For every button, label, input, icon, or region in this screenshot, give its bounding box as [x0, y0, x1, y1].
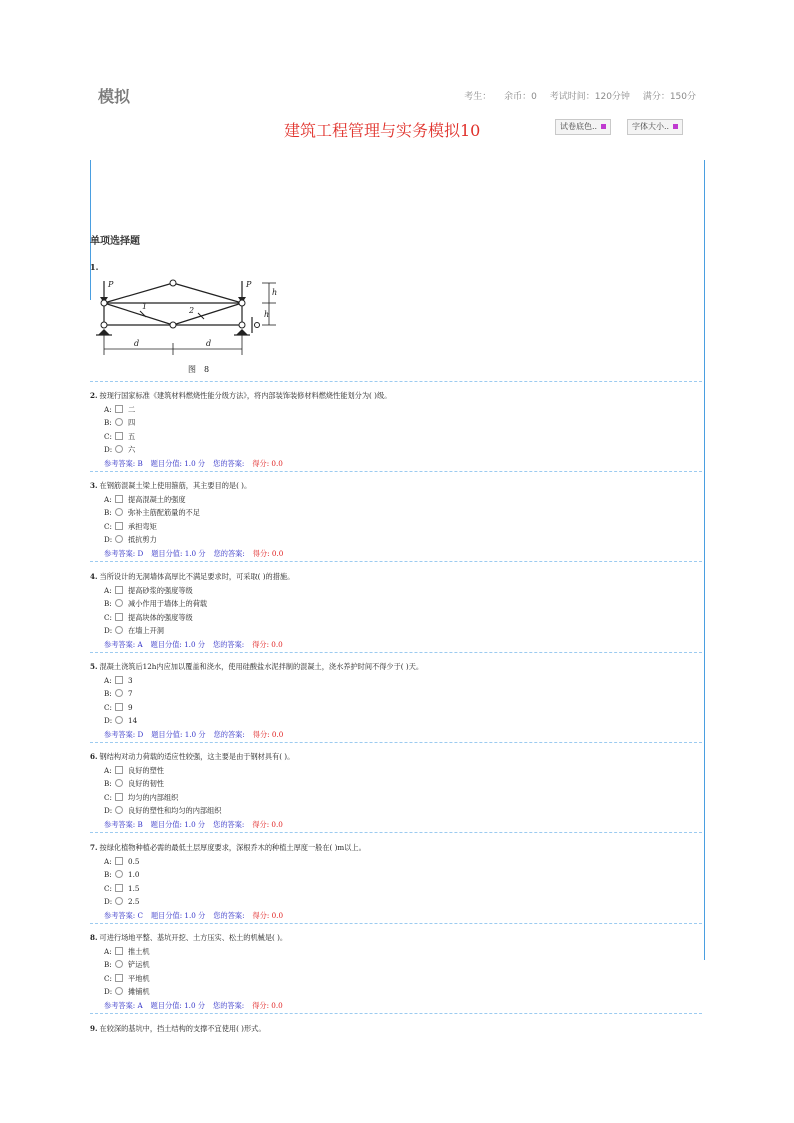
fig-label: h [272, 288, 278, 297]
answer-option[interactable] [104, 403, 702, 417]
option-letter: D: [104, 626, 113, 636]
option-letter: C: [104, 883, 112, 893]
answer-info [104, 999, 702, 1013]
font-size-select[interactable]: 字体大小.. [627, 119, 683, 135]
question-item [90, 660, 702, 742]
option-text: 3 [128, 675, 133, 685]
question-number: 8. [90, 933, 98, 942]
option-checkbox[interactable] [115, 960, 123, 968]
answer-info [104, 457, 702, 471]
question-item [90, 389, 702, 471]
right-diagonal [173, 303, 242, 325]
question-text: 混凝土浇筑后12h内应加以覆盖和浇水，使用硅酸盐水泥拌制的混凝土，浇水养护时间不得少于( )天。 [99, 662, 424, 671]
option-checkbox[interactable] [115, 495, 123, 503]
option-checkbox[interactable] [115, 884, 123, 892]
question-stem [90, 389, 702, 403]
answer-option[interactable] [104, 701, 702, 715]
option-checkbox[interactable] [115, 508, 123, 516]
option-letter: B: [104, 418, 112, 428]
score-value: 得分: 0.0 [252, 639, 283, 649]
question-points: 题目分值: 1.0 分 [150, 819, 206, 829]
answer-info [104, 728, 702, 742]
score-value: 得分: 0.0 [252, 548, 284, 558]
question-stem [90, 750, 702, 764]
fig-label: P [246, 280, 252, 289]
answer-option[interactable] [104, 985, 702, 999]
option-text: 良好的韧性 [128, 779, 164, 789]
option-text: 提高混凝土的强度 [128, 494, 186, 504]
question-text: 钢结构对动力荷载的适应性较强，这主要是由于钢材具有( )。 [99, 752, 295, 761]
question-points: 题目分值: 1.0 分 [150, 910, 206, 920]
option-checkbox[interactable] [115, 522, 123, 530]
option-text: 2.5 [128, 897, 140, 907]
option-checkbox[interactable] [115, 987, 123, 995]
reference-answer: 参考答案: A [104, 639, 143, 649]
reference-answer: 参考答案: D [104, 548, 144, 558]
option-letter: A: [104, 765, 112, 775]
question-divider [90, 652, 702, 653]
answer-option[interactable] [104, 687, 702, 701]
your-answer: 您的答案: [213, 1000, 245, 1010]
option-checkbox[interactable] [115, 779, 123, 787]
answer-option[interactable] [104, 895, 702, 909]
question-divider [90, 923, 702, 924]
answer-option[interactable] [104, 714, 702, 728]
question-text: 当所设计的无洞墙体高厚比不满足要求时，可采取( )的措施。 [99, 572, 295, 581]
question-number: 4. [90, 572, 98, 581]
option-checkbox[interactable] [115, 445, 123, 453]
question-item [90, 570, 702, 652]
option-checkbox[interactable] [115, 806, 123, 814]
answer-option[interactable] [104, 777, 702, 791]
exam-meta [454, 89, 696, 102]
question-stem [90, 479, 702, 493]
option-text: 9 [128, 702, 133, 712]
question-item [90, 750, 702, 832]
option-text: 承担弯矩 [128, 521, 157, 531]
option-letter: D: [104, 897, 113, 907]
option-checkbox[interactable] [115, 870, 123, 878]
answer-info [104, 818, 702, 832]
dropdown-icon [673, 124, 678, 129]
option-checkbox[interactable] [115, 947, 123, 955]
fig-label: h [264, 310, 270, 319]
score-value: 得分: 0.0 [252, 458, 283, 468]
answer-option[interactable] [104, 416, 702, 430]
question-text: 可进行场地平整、基坑开挖、土方压实、松土的机械是( )。 [99, 933, 288, 942]
your-answer: 您的答案: [213, 729, 245, 739]
option-text: 摊铺机 [128, 987, 150, 997]
option-text: 提高砂浆的强度等级 [128, 585, 193, 595]
question-divider [90, 381, 702, 382]
page-title: 建筑工程管理与实务模拟10 [284, 121, 481, 140]
option-checkbox[interactable] [115, 626, 123, 634]
question-stem [90, 841, 702, 855]
question-item [90, 479, 702, 561]
option-text: 二 [128, 404, 136, 414]
option-text: 在墙上开洞 [128, 626, 164, 636]
your-answer: 您的答案: [213, 819, 245, 829]
question-number: 2. [90, 391, 98, 400]
question-text: 在钢筋混凝土梁上使用箍筋，其主要目的是( )。 [99, 481, 252, 490]
answer-option[interactable] [104, 520, 702, 534]
reference-answer: 参考答案: D [104, 729, 144, 739]
option-text: 均匀的内部组织 [128, 792, 179, 802]
answer-option[interactable] [104, 804, 702, 818]
question-divider [90, 1013, 702, 1014]
option-checkbox[interactable] [115, 535, 123, 543]
dropdown-icon [601, 124, 606, 129]
option-text: 良好的塑性 [128, 765, 164, 775]
option-checkbox[interactable] [115, 613, 123, 621]
fig-label: d [206, 339, 212, 348]
option-letter: C: [104, 702, 112, 712]
option-letter: A: [104, 946, 112, 956]
option-text: 铲运机 [128, 960, 150, 970]
question-points: 题目分值: 1.0 分 [150, 1000, 206, 1010]
answer-info [104, 638, 702, 652]
coins-label: 余币：0 [504, 92, 537, 102]
question-number: 6. [90, 752, 98, 761]
option-letter: A: [104, 585, 112, 595]
option-text: 1.0 [128, 870, 140, 880]
option-checkbox[interactable] [115, 586, 123, 594]
reference-answer: 参考答案: B [104, 819, 143, 829]
option-checkbox[interactable] [115, 405, 123, 413]
question-divider [90, 742, 702, 743]
option-text: 1.5 [128, 883, 140, 893]
question-points: 题目分值: 1.0 分 [151, 729, 206, 739]
option-letter: D: [104, 806, 113, 816]
option-text: 0.5 [128, 856, 140, 866]
question-stem [90, 1022, 702, 1036]
truss-figure [94, 273, 294, 375]
question-stem [90, 660, 702, 674]
option-checkbox[interactable] [115, 716, 123, 724]
option-checkbox[interactable] [115, 676, 123, 684]
question-item [90, 841, 702, 923]
question-points: 题目分值: 1.0 分 [150, 639, 206, 649]
answer-option[interactable] [104, 855, 702, 869]
question-points: 题目分值: 1.0 分 [151, 548, 206, 558]
answer-option[interactable] [104, 791, 702, 805]
answer-option[interactable] [104, 584, 702, 598]
frame-left-border [90, 160, 91, 300]
question-divider [90, 471, 702, 472]
your-answer: 您的答案: [213, 548, 245, 558]
score-value: 得分: 0.0 [252, 729, 284, 739]
question-divider [90, 561, 702, 562]
option-letter: C: [104, 612, 112, 622]
option-checkbox[interactable] [115, 974, 123, 982]
question-number: 7. [90, 843, 98, 852]
option-letter: B: [104, 599, 112, 609]
answer-option[interactable] [104, 764, 702, 778]
option-text: 弥补主筋配筋量的不足 [128, 508, 200, 518]
your-answer: 您的答案: [213, 910, 245, 920]
option-letter: B: [104, 779, 112, 789]
option-text: 抵抗剪力 [128, 535, 157, 545]
answer-option[interactable] [104, 506, 702, 520]
answer-option[interactable] [104, 882, 702, 896]
question-number: 1. [90, 262, 99, 272]
option-letter: C: [104, 431, 112, 441]
option-checkbox[interactable] [115, 897, 123, 905]
option-letter: C: [104, 792, 112, 802]
fig-label: d [134, 339, 140, 348]
option-checkbox[interactable] [115, 432, 123, 440]
reference-answer: 参考答案: A [104, 1000, 143, 1010]
question-text: 在较深的基坑中，挡土结构的支撑不宜使用( )形式。 [99, 1024, 266, 1033]
option-letter: A: [104, 856, 112, 866]
option-text: 减小作用于墙体上的荷载 [128, 599, 208, 609]
answer-option[interactable] [104, 493, 702, 507]
option-letter: A: [104, 404, 112, 414]
option-letter: B: [104, 508, 112, 518]
option-checkbox[interactable] [115, 418, 123, 426]
your-answer: 您的答案: [213, 639, 245, 649]
answer-option[interactable] [104, 597, 702, 611]
reference-answer: 参考答案: C [104, 910, 143, 920]
time-label: 考试时间：120分钟 [549, 92, 630, 102]
examinee-label: 考生： [464, 92, 492, 102]
option-checkbox[interactable] [115, 599, 123, 607]
answer-option[interactable] [104, 945, 702, 959]
reference-answer: 参考答案: B [104, 458, 143, 468]
question-number: 9. [90, 1024, 98, 1033]
option-letter: B: [104, 689, 112, 699]
question-stem [90, 570, 702, 584]
option-text: 六 [128, 445, 136, 455]
answer-option[interactable] [104, 443, 702, 457]
option-text: 平地机 [128, 973, 150, 983]
answer-option[interactable] [104, 430, 702, 444]
question-text: 按现行国家标准《建筑材料燃烧性能分级方法》，将内部装饰装修材料燃烧性能划分为( )级。 [99, 391, 392, 400]
option-letter: D: [104, 445, 113, 455]
question-points: 题目分值: 1.0 分 [150, 458, 206, 468]
left-diagonal [104, 303, 173, 325]
answer-option[interactable] [104, 972, 702, 986]
option-letter: B: [104, 870, 112, 880]
section-heading: 单项选择题 [90, 236, 140, 247]
question-number: 3. [90, 481, 98, 490]
option-text: 推土机 [128, 946, 150, 956]
option-letter: C: [104, 521, 112, 531]
right-rafter [173, 283, 242, 303]
option-text: 良好的塑性和均匀的内部组织 [128, 806, 222, 816]
brand-logo: 模拟 [98, 87, 131, 106]
option-checkbox[interactable] [115, 689, 123, 697]
option-letter: D: [104, 716, 113, 726]
fig-label: P [108, 280, 114, 289]
option-letter: D: [104, 987, 113, 997]
option-checkbox[interactable] [115, 793, 123, 801]
option-text: 五 [128, 431, 136, 441]
question-item [90, 931, 702, 1013]
answer-option[interactable] [104, 868, 702, 882]
option-checkbox[interactable] [115, 766, 123, 774]
option-letter: D: [104, 535, 113, 545]
option-letter: A: [104, 675, 112, 685]
option-letter: B: [104, 960, 112, 970]
answer-info [104, 547, 702, 561]
question-stem [90, 931, 702, 945]
score-value: 得分: 0.0 [252, 1000, 283, 1010]
answer-info [104, 909, 702, 923]
option-checkbox[interactable] [115, 857, 123, 865]
option-text: 提高块体的强度等级 [128, 612, 193, 622]
frame-right-border [704, 160, 705, 960]
option-letter: A: [104, 494, 112, 504]
fig-label: 2 [189, 306, 195, 315]
score-value: 得分: 0.0 [252, 819, 283, 829]
answer-option[interactable] [104, 611, 702, 625]
question-text: 按绿化植物种植必需的最低土层厚度要求，深根乔木的种植土厚度一般在( )m以上。 [99, 843, 366, 852]
question-number: 5. [90, 662, 98, 671]
fig-caption: 图 8 [188, 365, 210, 374]
answer-option[interactable] [104, 533, 702, 547]
question-item [90, 1022, 702, 1036]
option-text: 7 [128, 689, 133, 699]
option-text: 14 [128, 716, 138, 726]
answer-option[interactable] [104, 958, 702, 972]
option-text: 四 [128, 418, 136, 428]
option-letter: C: [104, 973, 112, 983]
your-answer: 您的答案: [213, 458, 245, 468]
fig-label: 1 [142, 302, 148, 311]
full-score-label: 满分：150分 [642, 92, 696, 102]
answer-option[interactable] [104, 674, 702, 688]
left-rafter [104, 283, 173, 303]
score-value: 得分: 0.0 [252, 910, 284, 920]
answer-option[interactable] [104, 624, 702, 638]
question-divider [90, 832, 702, 833]
option-checkbox[interactable] [115, 703, 123, 711]
bg-color-select[interactable]: 试卷底色.. [555, 119, 611, 135]
